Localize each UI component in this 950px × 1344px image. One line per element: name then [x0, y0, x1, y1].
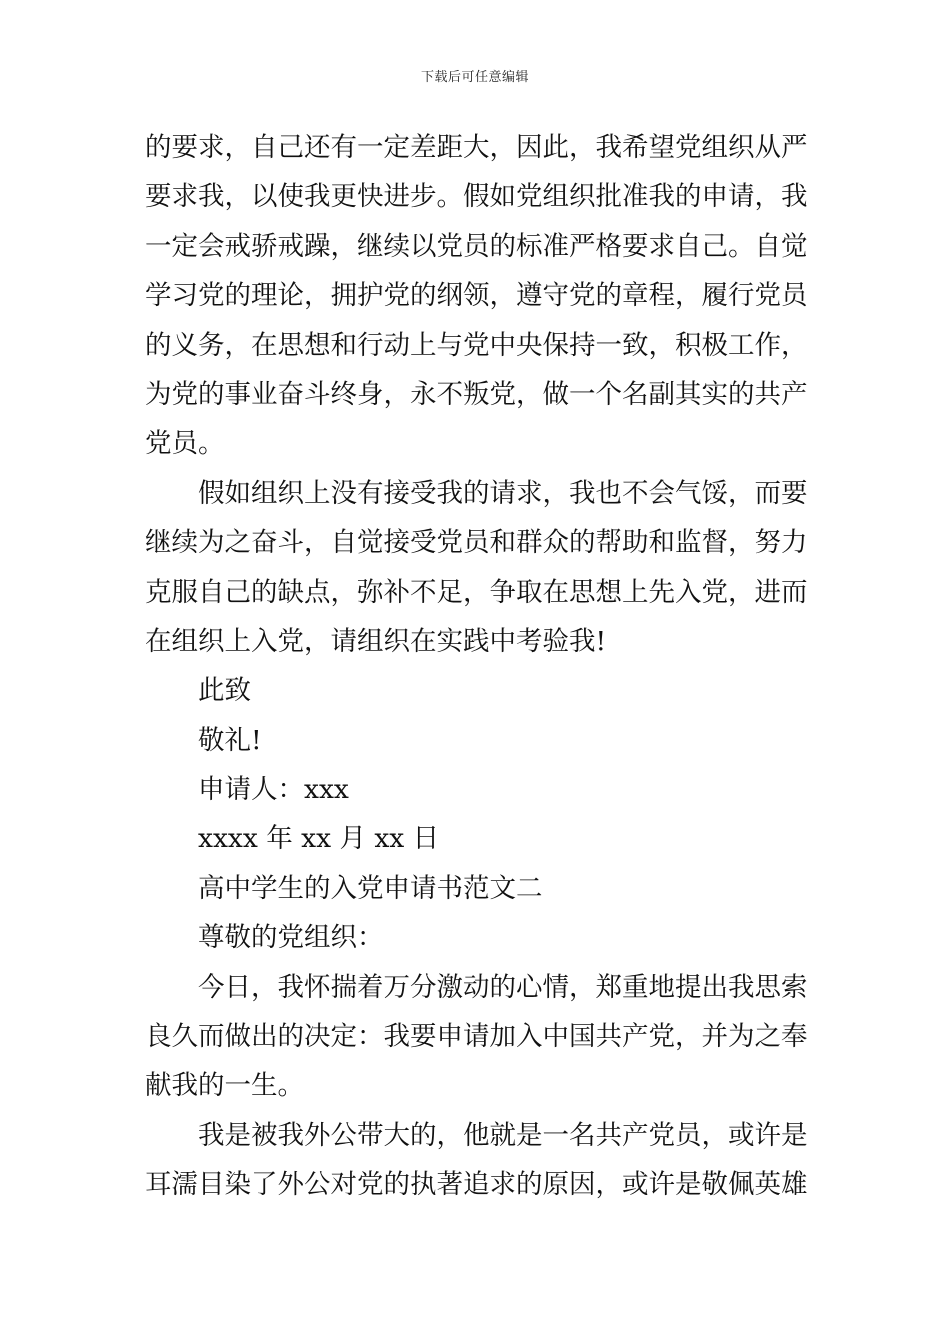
text-line: 要求我，以使我更快进步。假如党组织批准我的申请，我 [145, 181, 808, 213]
closing-salutation: 此致 [198, 675, 251, 707]
applicant-name: 申请人：xxx [198, 774, 349, 806]
text-line: 在组织上入党，请组织在实践中考验我! [145, 625, 607, 657]
text-line: 继续为之奋斗，自觉接受党员和群众的帮助和监督，努力 [145, 527, 808, 559]
text-line: 的义务，在思想和行动上与党中央保持一致，积极工作， [145, 329, 808, 361]
section-title: 高中学生的入党申请书范文二 [198, 872, 543, 904]
text-line: 学习党的理论，拥护党的纲领，遵守党的章程，履行党员 [145, 280, 808, 312]
text-line: 献我的一生。 [145, 1070, 304, 1102]
document-body [145, 123, 807, 1210]
closing-respect: 敬礼! [198, 724, 262, 756]
text-line: 党员。 [145, 428, 225, 460]
text-line: 的要求，自己还有一定差距大，因此，我希望党组织从严 [145, 132, 808, 163]
text-line: 为党的事业奋斗终身，永不叛党，做一个名副其实的共产 [145, 378, 808, 410]
text-line: 一定会戒骄戒躁，继续以党员的标准严格要求自己。自觉 [145, 230, 808, 262]
signature-date: xxxx 年 xx 月 xx 日 [198, 823, 440, 855]
page-header: 下载后可任意编辑 [420, 70, 529, 85]
paragraph-start-line: 我是被我外公带大的，他就是一名共产党员，或许是 [198, 1119, 808, 1151]
paragraph-start-line: 今日，我怀揣着万分激动的心情，郑重地提出我思索 [198, 971, 808, 1003]
letter-greeting: 尊敬的党组织： [198, 922, 384, 954]
paragraph-start-line: 假如组织上没有接受我的请求，我也不会气馁，而要 [198, 477, 808, 509]
text-line: 克服自己的缺点，弥补不足，争取在思想上先入党，进而 [145, 576, 808, 608]
text-line: 良久而做出的决定：我要申请加入中国共产党，并为之奉 [145, 1021, 808, 1053]
text-line: 耳濡目染了外公对党的执著追求的原因，或许是敬佩英雄 [145, 1169, 808, 1201]
